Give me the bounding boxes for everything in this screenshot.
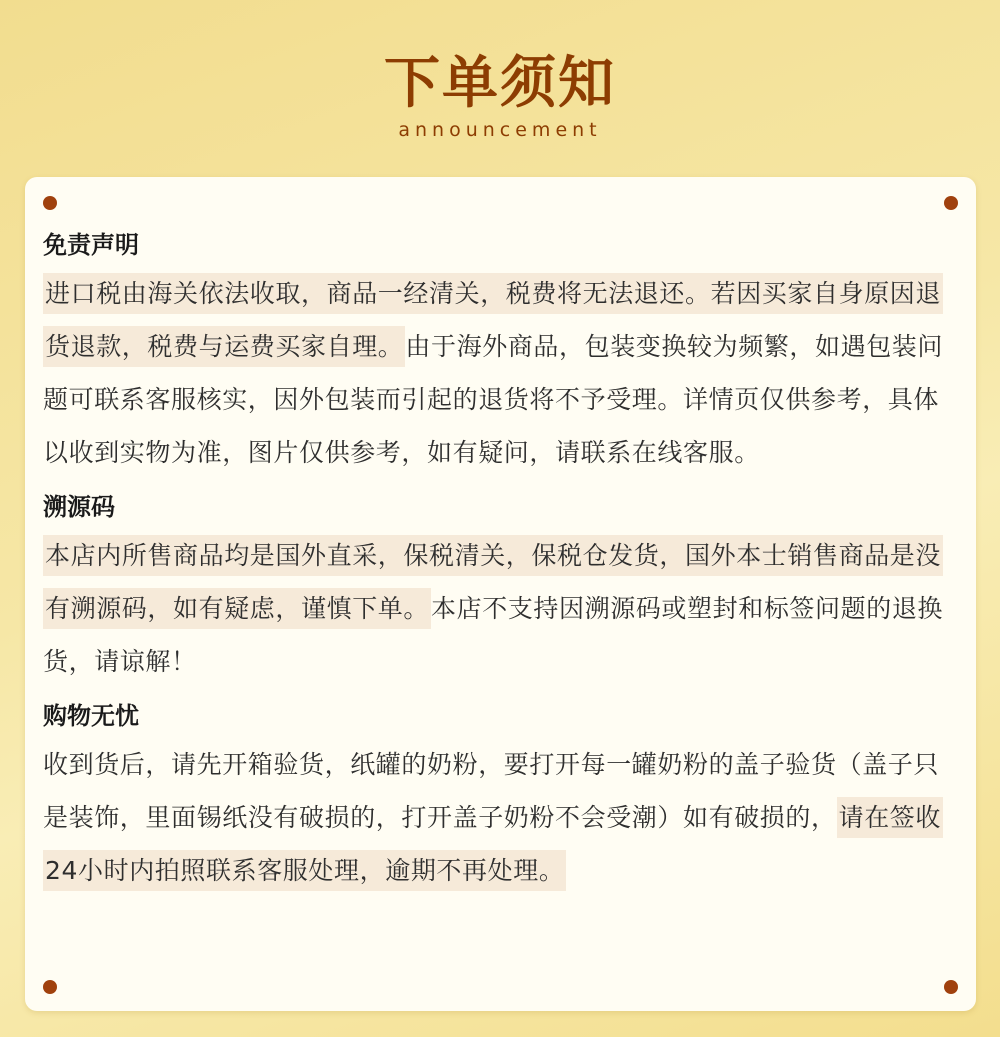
- section-title: 购物无忧: [43, 702, 139, 730]
- pin-dot-icon: [43, 196, 57, 210]
- notice-content: [43, 223, 958, 897]
- section-body: [43, 267, 958, 479]
- section-body: [43, 529, 958, 688]
- page-header: [0, 0, 1000, 170]
- section-title: 免责声明: [43, 231, 139, 259]
- section-traceability-code: [43, 485, 958, 688]
- body-text: 收到货后，请先开箱验货，纸罐的奶粉，要打开每一罐奶粉的盖子验货（盖子只是装饰，里面锡纸没有破损的，打开盖子奶粉不会受潮）如有破损的，: [43, 750, 940, 832]
- body-text: 由于海外商品，包装变换较为频繁，如遇包装问题可联系客服核实，因外包装而引起的退货将不予受理。详情页仅供参考，具体以收到实物为准，图片仅供参考，如有疑问，请联系在线客服。: [43, 332, 944, 467]
- highlighted-text: 进口税由海关依法收取，商品一经清关，税费将无法退还。若因买家自身原因退货退款，税费与运费买家自理。: [43, 273, 943, 367]
- page-subtitle: announcement: [398, 119, 602, 141]
- pin-dot-icon: [43, 980, 57, 994]
- highlighted-text: 请在签收24小时内拍照联系客服处理，逾期不再处理。: [43, 797, 943, 891]
- section-title: 溯源码: [43, 493, 115, 521]
- notice-card: [25, 177, 976, 1011]
- pin-dot-icon: [944, 196, 958, 210]
- section-disclaimer: [43, 223, 958, 479]
- page-title: 下单须知: [384, 51, 616, 116]
- body-text: 本店不支持因溯源码或塑封和标签问题的退换货，请谅解！: [43, 594, 944, 676]
- section-body: [43, 738, 958, 897]
- section-worry-free-shopping: [43, 694, 958, 897]
- highlighted-text: 本店内所售商品均是国外直采，保税清关，保税仓发货，国外本士销售商品是没有溯源码，如有疑虑，谨慎下单。: [43, 535, 943, 629]
- pin-dot-icon: [944, 980, 958, 994]
